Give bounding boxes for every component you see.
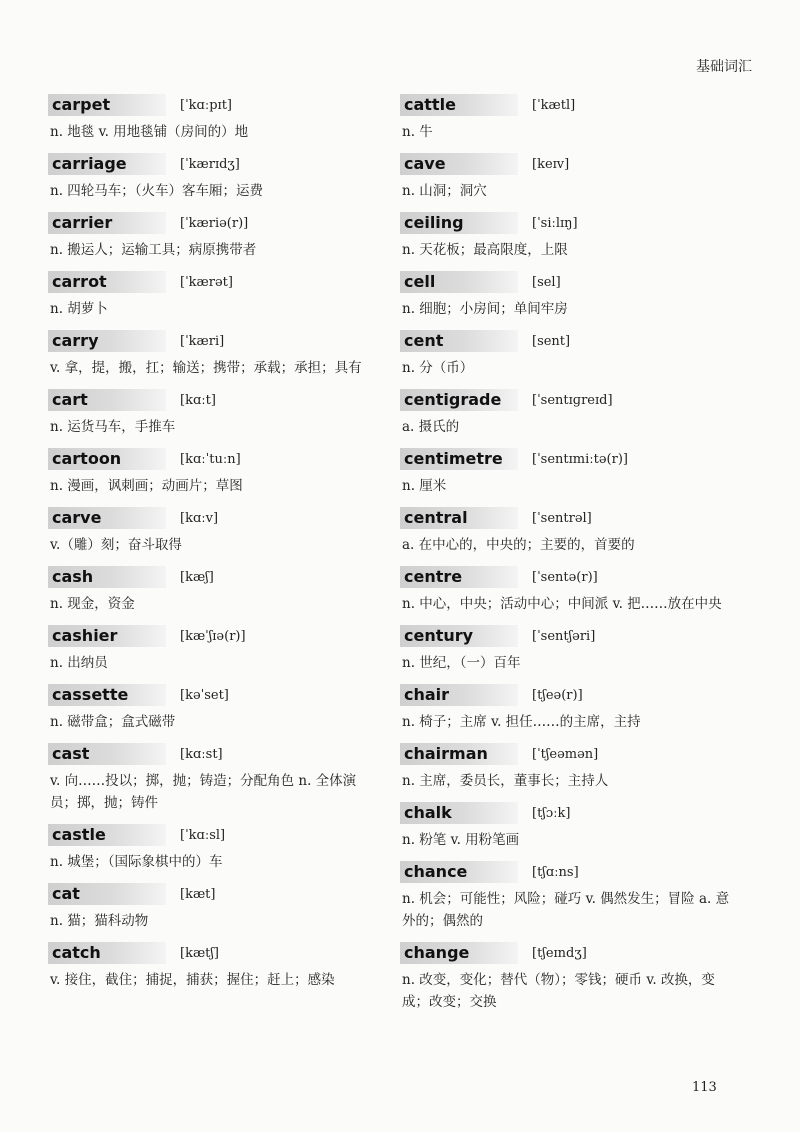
headword: carrot	[48, 271, 166, 293]
entry-headrow	[400, 507, 735, 529]
left-column	[48, 94, 378, 1001]
entry-headrow	[400, 861, 735, 883]
phonetic: [ˈtʃeəmən]	[532, 746, 599, 762]
phonetic: [sel]	[532, 274, 561, 290]
headword: cent	[400, 330, 518, 352]
phonetic: [ˈkærət]	[180, 274, 233, 290]
entry-headrow	[400, 212, 735, 234]
entry-headrow	[400, 271, 735, 293]
headword: centimetre	[400, 448, 518, 470]
entry-headrow	[400, 389, 735, 411]
phonetic: [keɪv]	[532, 156, 570, 172]
phonetic: [kætʃ]	[180, 945, 219, 961]
entry-headrow	[48, 743, 378, 765]
vocab-entry	[48, 271, 378, 320]
vocab-entry	[48, 942, 378, 991]
definition: n. 城堡；（国际象棋中的）车	[50, 854, 223, 870]
headword: chance	[400, 861, 518, 883]
entry-headrow	[400, 448, 735, 470]
entry-headrow	[48, 330, 378, 352]
definition: n. 漫画，讽刺画；动画片；草图	[50, 478, 243, 494]
vocab-entry	[400, 389, 735, 438]
definition: v. 接住，截住；捕捉，捕获；握住；赶上；感染	[50, 972, 335, 988]
vocab-entry	[48, 94, 378, 143]
phonetic: [ˈsentə(r)]	[532, 569, 598, 585]
phonetic: [ˈsiːlɪŋ]	[532, 215, 578, 231]
phonetic: [kɑːv]	[180, 510, 219, 526]
vocab-entry	[48, 566, 378, 615]
definition: n. 世纪，（一）百年	[402, 655, 521, 671]
definition: v. 拿，提，搬，扛；输送；携带；承载；承担；具有	[50, 360, 362, 376]
entry-headrow	[400, 566, 735, 588]
phonetic: [kæˈʃɪə(r)]	[180, 628, 246, 644]
vocab-entry	[400, 507, 735, 556]
headword: centigrade	[400, 389, 518, 411]
entry-headrow	[48, 824, 378, 846]
vocab-entry	[48, 743, 378, 814]
definition: n. 机会；可能性；风险；碰巧 v. 偶然发生；冒险 a. 意外的；偶然的	[402, 891, 730, 929]
definition: n. 改变，变化；替代（物）；零钱；硬币 v. 改换，变成；改变；交换	[402, 972, 715, 1010]
entry-headrow	[48, 684, 378, 706]
definition: n. 牛	[402, 124, 433, 140]
vocab-entry	[400, 743, 735, 792]
entry-headrow	[48, 389, 378, 411]
definition: n. 山洞；洞穴	[402, 183, 487, 199]
vocab-entry	[400, 94, 735, 143]
vocab-entry	[400, 212, 735, 261]
headword: castle	[48, 824, 166, 846]
vocab-entry	[48, 625, 378, 674]
vocab-entry	[400, 448, 735, 497]
headword: cartoon	[48, 448, 166, 470]
headword: carriage	[48, 153, 166, 175]
right-column	[400, 94, 735, 1023]
headword: carry	[48, 330, 166, 352]
definition: n. 地毯 v. 用地毯铺（房间的）地	[50, 124, 249, 140]
vocab-entry	[400, 942, 735, 1013]
definition: n. 搬运人；运输工具；病原携带者	[50, 242, 257, 258]
headword: centre	[400, 566, 518, 588]
phonetic: [kəˈset]	[180, 687, 229, 703]
headword: cave	[400, 153, 518, 175]
definition: n. 四轮马车；（火车）客车厢；运费	[50, 183, 264, 199]
definition: a. 在中心的，中央的；主要的，首要的	[402, 537, 635, 553]
definition: n. 中心，中央；活动中心；中间派 v. 把……放在中央	[402, 596, 722, 612]
vocab-entry	[400, 625, 735, 674]
headword: carpet	[48, 94, 166, 116]
headword: cassette	[48, 684, 166, 706]
vocab-entry	[48, 448, 378, 497]
entry-headrow	[48, 94, 378, 116]
headword: cat	[48, 883, 166, 905]
phonetic: [ˈkæri]	[180, 333, 225, 349]
vocab-entry	[48, 212, 378, 261]
phonetic: [ˈsentrəl]	[532, 510, 592, 526]
entry-headrow	[48, 507, 378, 529]
vocab-entry	[400, 684, 735, 733]
headword: carve	[48, 507, 166, 529]
section-header: 基础词汇	[696, 59, 752, 75]
phonetic: [ˈkɑːsl]	[180, 827, 226, 843]
phonetic: [ˈkætl]	[532, 97, 576, 113]
entry-headrow	[400, 942, 735, 964]
entry-headrow	[400, 94, 735, 116]
headword: carrier	[48, 212, 166, 234]
vocab-entry	[400, 330, 735, 379]
headword: central	[400, 507, 518, 529]
vocab-entry	[400, 861, 735, 932]
definition: n. 细胞；小房间；单间牢房	[402, 301, 568, 317]
definition: n. 天花板；最高限度，上限	[402, 242, 568, 258]
headword: catch	[48, 942, 166, 964]
phonetic: [ˈsentɪɡreɪd]	[532, 392, 613, 408]
headword: ceiling	[400, 212, 518, 234]
entry-headrow	[48, 212, 378, 234]
headword: cart	[48, 389, 166, 411]
entry-headrow	[400, 802, 735, 824]
phonetic: [ˈsentʃəri]	[532, 628, 596, 644]
headword: change	[400, 942, 518, 964]
definition: n. 粉笔 v. 用粉笔画	[402, 832, 520, 848]
phonetic: [kɑːst]	[180, 746, 223, 762]
phonetic: [kɑːˈtuːn]	[180, 451, 241, 467]
vocab-entry	[48, 389, 378, 438]
definition: v. 向……投以；掷，抛；铸造；分配角色 n. 全体演员；掷，抛；铸件	[50, 773, 357, 811]
headword: cell	[400, 271, 518, 293]
phonetic: [tʃeɪndʒ]	[532, 945, 587, 961]
headword: chair	[400, 684, 518, 706]
entry-headrow	[48, 271, 378, 293]
entry-headrow	[48, 448, 378, 470]
page-number: 113	[692, 1080, 717, 1095]
vocab-entry	[48, 883, 378, 932]
entry-headrow	[48, 153, 378, 175]
entry-headrow	[400, 330, 735, 352]
headword: cast	[48, 743, 166, 765]
phonetic: [tʃɔːk]	[532, 805, 571, 821]
phonetic: [ˈkɑːpɪt]	[180, 97, 232, 113]
vocab-entry	[400, 566, 735, 615]
definition: a. 摄氏的	[402, 419, 460, 435]
phonetic: [kɑːt]	[180, 392, 216, 408]
phonetic: [ˈkæriə(r)]	[180, 215, 249, 231]
definition: n. 现金，资金	[50, 596, 135, 612]
phonetic: [ˈsentɪmiːtə(r)]	[532, 451, 628, 467]
entry-headrow	[48, 942, 378, 964]
phonetic: [sent]	[532, 333, 571, 349]
entry-headrow	[48, 566, 378, 588]
vocab-entry	[48, 153, 378, 202]
definition: n. 椅子；主席 v. 担任……的主席，主持	[402, 714, 641, 730]
definition: n. 胡萝卜	[50, 301, 108, 317]
phonetic: [ˈkærɪdʒ]	[180, 156, 240, 172]
vocab-entry	[400, 271, 735, 320]
headword: cash	[48, 566, 166, 588]
definition: n. 分（币）	[402, 360, 474, 376]
vocab-entry	[400, 802, 735, 851]
definition: v.（雕）刻；奋斗取得	[50, 537, 182, 553]
headword: century	[400, 625, 518, 647]
vocab-entry	[48, 684, 378, 733]
headword: chairman	[400, 743, 518, 765]
entry-headrow	[400, 684, 735, 706]
definition: n. 猫；猫科动物	[50, 913, 149, 929]
vocab-entry	[48, 824, 378, 873]
entry-headrow	[400, 743, 735, 765]
phonetic: [kæt]	[180, 886, 216, 902]
definition: n. 磁带盒；盒式磁带	[50, 714, 176, 730]
entry-headrow	[400, 625, 735, 647]
entry-headrow	[400, 153, 735, 175]
definition: n. 厘米	[402, 478, 447, 494]
phonetic: [kæʃ]	[180, 569, 214, 585]
vocab-entry	[48, 507, 378, 556]
headword: cattle	[400, 94, 518, 116]
definition: n. 运货马车，手推车	[50, 419, 176, 435]
definition: n. 出纳员	[50, 655, 108, 671]
headword: chalk	[400, 802, 518, 824]
phonetic: [tʃɑːns]	[532, 864, 579, 880]
entry-headrow	[48, 625, 378, 647]
phonetic: [tʃeə(r)]	[532, 687, 583, 703]
headword: cashier	[48, 625, 166, 647]
entry-headrow	[48, 883, 378, 905]
definition: n. 主席，委员长，董事长；主持人	[402, 773, 609, 789]
vocab-entry	[400, 153, 735, 202]
vocab-entry	[48, 330, 378, 379]
